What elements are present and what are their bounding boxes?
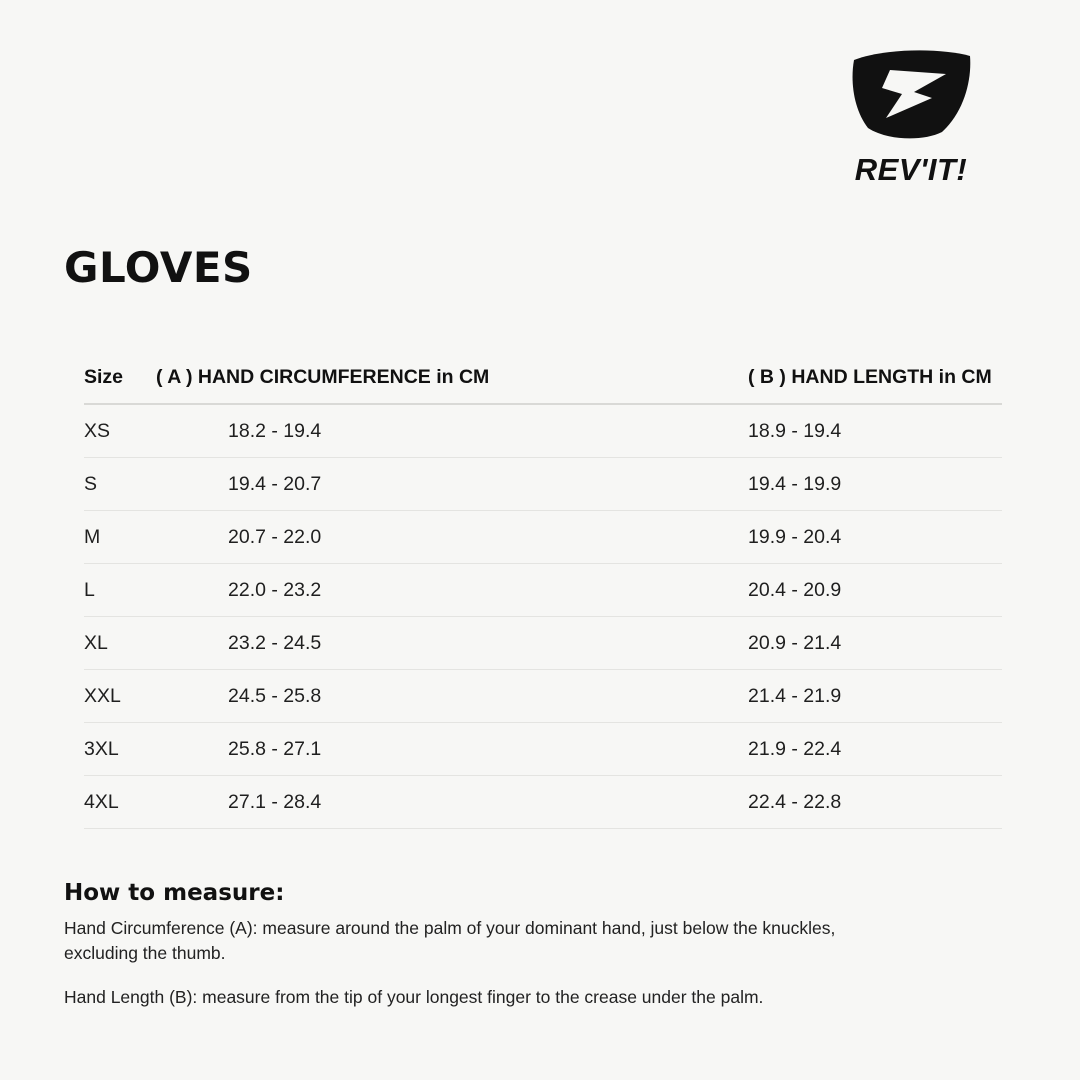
- table-row: [84, 723, 1002, 776]
- table-row: [84, 458, 1002, 511]
- cell-length: 21.4 - 21.9: [748, 670, 1002, 723]
- cell-length: 20.9 - 21.4: [748, 617, 1002, 670]
- cell-circumference: 22.0 - 23.2: [156, 564, 748, 617]
- revit-shield-logo-icon: [846, 46, 976, 146]
- cell-size: S: [84, 458, 156, 511]
- column-header-length: ( B ) HAND LENGTH in CM: [748, 366, 1002, 404]
- table-header-row: [84, 366, 1002, 404]
- cell-length: 20.4 - 20.9: [748, 564, 1002, 617]
- brand-wordmark: REV'IT!: [854, 152, 968, 187]
- cell-circumference: 25.8 - 27.1: [156, 723, 748, 776]
- cell-size: 3XL: [84, 723, 156, 776]
- cell-size: XL: [84, 617, 156, 670]
- cell-size: 4XL: [84, 776, 156, 829]
- cell-size: L: [84, 564, 156, 617]
- table-row: [84, 564, 1002, 617]
- cell-length: 19.4 - 19.9: [748, 458, 1002, 511]
- table-row: [84, 404, 1002, 458]
- cell-circumference: 18.2 - 19.4: [156, 404, 748, 458]
- size-chart-table-container: [84, 366, 1002, 829]
- page-title: GLOVES: [64, 243, 253, 292]
- table-row: [84, 670, 1002, 723]
- column-header-size: Size: [84, 366, 156, 404]
- cell-circumference: 20.7 - 22.0: [156, 511, 748, 564]
- cell-length: 18.9 - 19.4: [748, 404, 1002, 458]
- table-row: [84, 617, 1002, 670]
- brand-logo: [826, 46, 996, 185]
- how-to-measure-paragraph-length: Hand Length (B): measure from the tip of your longest finger to the crease under the palm.: [64, 986, 764, 1007]
- cell-circumference: 19.4 - 20.7: [156, 458, 748, 511]
- how-to-measure-title: How to measure:: [64, 880, 285, 906]
- cell-length: 21.9 - 22.4: [748, 723, 1002, 776]
- cell-size: XXL: [84, 670, 156, 723]
- cell-length: 19.9 - 20.4: [748, 511, 1002, 564]
- column-header-circumference: ( A ) HAND CIRCUMFERENCE in CM: [156, 366, 748, 404]
- cell-circumference: 24.5 - 25.8: [156, 670, 748, 723]
- how-to-measure-paragraph-circumference: Hand Circumference (A): measure around the palm of your dominant hand, just below the knuckles, excluding the thumb.: [64, 918, 836, 964]
- cell-size: M: [84, 511, 156, 564]
- cell-circumference: 27.1 - 28.4: [156, 776, 748, 829]
- cell-size: XS: [84, 404, 156, 458]
- cell-length: 22.4 - 22.8: [748, 776, 1002, 829]
- table-row: [84, 511, 1002, 564]
- table-header: [84, 366, 1002, 404]
- table-row: [84, 776, 1002, 829]
- cell-circumference: 23.2 - 24.5: [156, 617, 748, 670]
- how-to-measure-section: [64, 880, 964, 1010]
- table-body: [84, 404, 1002, 829]
- size-chart-table: [84, 366, 1002, 829]
